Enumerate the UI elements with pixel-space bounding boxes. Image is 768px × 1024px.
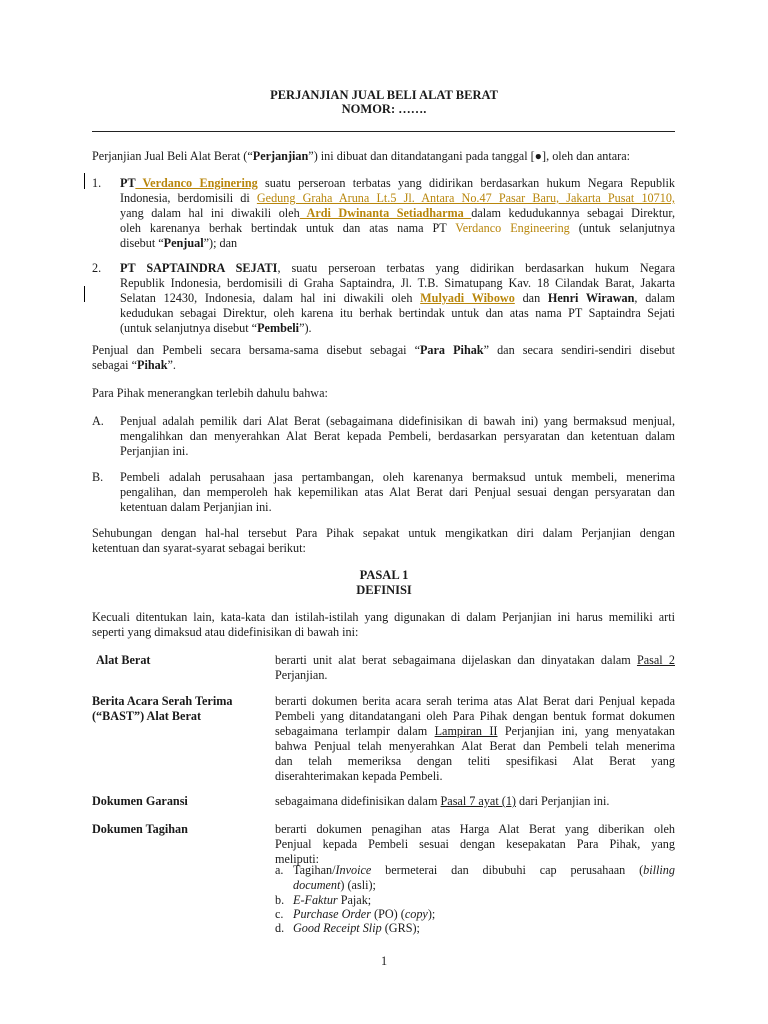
title-divider	[92, 131, 675, 132]
revision-mark	[84, 173, 85, 189]
pasal-7-link[interactable]: Pasal 7 ayat (1)	[440, 794, 516, 808]
party-seller: PT Verdanco Enginering suatu perseroan terbatas yang didirikan berdasarkan hukum Negara Republik Indonesia, berdomisili di Gedung Graha Aruna Lt.5 Jl. Antara No.47 Pasar Baru, Jakarta Pusat 10710, yang dalam hal ini diwakili oleh Ardi Dwinanta Setiadharma dalam kedudukannya sebagai Direktur, oleh karenanya berhak bertindak untuk dan atas nama PT Verdanco Engineering (untuk selanjutnya disebut “Penjual”); dan	[120, 176, 675, 250]
para-pihak-paragraph: Penjual dan Pembeli secara bersama-sama disebut sebagai “Para Pihak” dan secara sendiri-sendiri disebut sebagai “Pihak”.	[92, 343, 675, 372]
closing-paragraph: Sehubungan dengan hal-hal tersebut Para Pihak sepakat untuk mengikatkan diri dalam Perjanjian dengan ketentuan dan syarat-syarat sebagai berikut:	[92, 526, 675, 555]
definitions-intro: Kecuali ditentukan lain, kata-kata dan istilah-istilah yang digunakan di dalam Perjanjian ini harus memiliki arti seperti yang dimaksud atau didefinisikan di bawah ini:	[92, 610, 675, 639]
list-item: d. Good Receipt Slip (GRS);	[275, 921, 420, 935]
document-title: PERJANJIAN JUAL BELI ALAT BERAT	[270, 88, 498, 102]
recital-letter: B.	[92, 470, 104, 484]
document-number: NOMOR: …….	[341, 102, 427, 116]
list-item: b. E-Faktur Pajak;	[275, 893, 372, 907]
seller-name-highlight: Verdanco Engineering	[455, 221, 570, 235]
recital-item: Penjual adalah pemilik dari Alat Berat (sebagaimana didefinisikan di bawah ini) yang bermaksud menjual, mengalihkan dan menyerahkan Alat Berat kepada Pembeli, berdasarkan persyaratan dan ketentuan dalam Perjanjian ini.	[120, 414, 675, 458]
seller-name-link[interactable]: Verdanco Enginering	[135, 176, 258, 190]
pasal-2-link[interactable]: Pasal 2	[636, 653, 675, 667]
seller-address-link[interactable]: Gedung Graha Aruna Lt.5 Jl. Antara No.47 Pasar Baru, Jakarta Pusat 10710,	[256, 191, 675, 205]
list-item: a. Tagihan/Invoice bermeterai dan dibubuhi cap perusahaan (billing document) (asli);	[275, 863, 675, 892]
definition-term: Dokumen Tagihan	[92, 822, 188, 836]
intro-paragraph: Perjanjian Jual Beli Alat Berat (“Perjanjian”) ini dibuat dan ditandatangani pada tanggal [●], oleh dan antara:	[92, 149, 631, 163]
party-buyer: PT SAPTAINDRA SEJATI, suatu perseroan terbatas yang didirikan berdasarkan hukum Negara Republik Indonesia, berdomisili di Graha Saptaindra, Jl. T.B. Simatupang Kav. 18 Cilandak Barat, Jakarta Selatan 12430, Indonesia, dalam hal ini diwakili oleh Mulyadi Wibowo dan Henri Wirawan, dalam kedudukan sebagai Direktur, oleh karena itu berhak bertindak untuk dan atas nama PT Saptaindra Sejati (untuk selanjutnya disebut “Pembeli”).	[120, 261, 676, 335]
recital-item: Pembeli adalah perusahaan jasa pertambangan, oleh karenanya bermaksud untuk membeli, menerima pengalihan, dan memperoleh hak kepemilikan atas Alat Berat dari Penjual sesuai dengan persyaratan dan ketentuan dalam Perjanjian ini.	[120, 470, 675, 514]
party-number: 1.	[92, 176, 102, 190]
definition-text: sebagaimana didefinisikan dalam Pasal 7 ayat (1) dari Perjanjian ini.	[275, 794, 610, 808]
definition-term: Dokumen Garansi	[92, 794, 188, 808]
list-item: c. Purchase Order (PO) (copy);	[275, 907, 436, 921]
article-number: PASAL 1	[359, 568, 409, 582]
recital-letter: A.	[92, 414, 104, 428]
party-number: 2.	[92, 261, 102, 275]
definition-term: Alat Berat	[96, 653, 151, 667]
definition-text: berarti dokumen penagihan atas Harga Alat Berat yang diberikan oleh Penjual kepada Pembeli sesuai dengan kesepakatan Para Pihak, yang meliputi:	[275, 822, 675, 866]
definition-text: berarti unit alat berat sebagaimana dijelaskan dan dinyatakan dalam Pasal 2 Perjanjian.	[275, 653, 675, 682]
definition-term: Berita Acara Serah Terima (“BAST”) Alat Berat	[92, 694, 233, 723]
article-title: DEFINISI	[356, 583, 412, 597]
buyer-representative-link[interactable]: Mulyadi Wibowo	[420, 291, 515, 305]
recitals-intro: Para Pihak menerangkan terlebih dahulu bahwa:	[92, 386, 328, 400]
lampiran-ii-link[interactable]: Lampiran II	[434, 724, 498, 738]
revision-mark	[84, 286, 85, 302]
page-number: 1	[380, 954, 388, 968]
seller-representative-link[interactable]: Ardi Dwinanta Setiadharma	[299, 206, 472, 220]
definition-text: berarti dokumen berita acara serah terima atas Alat Berat dari Penjual kepada Pembeli yang ditandatangani oleh Para Pihak dengan bentuk format dokumen sebagaimana terlampir dalam Lampiran II Perjanjian ini, yang menyatakan bahwa Penjual telah menyerahkan Alat Berat dan Pembeli telah menerima dan telah memeriksa dengan teliti spesifikasi Alat Berat yang diserahterimakan kepada Pembeli.	[275, 694, 675, 783]
